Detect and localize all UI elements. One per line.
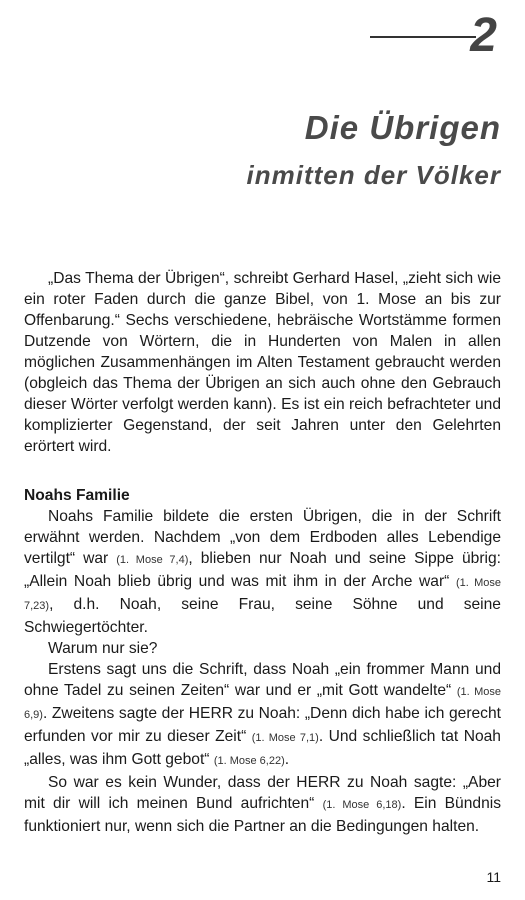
text: So war es kein Wunder, dass der HERR zu Noah sagte: „Aber mit dir will ich meinen Bund aufrichten“ (24, 774, 501, 812)
section-heading: Noahs Familie (24, 487, 130, 504)
text: . (284, 751, 290, 768)
section-body (24, 506, 501, 837)
paragraph-noah-family (24, 506, 501, 638)
bible-reference: (1. Mose 6,18) (322, 799, 402, 811)
bible-reference: (1. Mose 7,1) (251, 732, 319, 744)
paragraph-covenant (24, 772, 501, 837)
text: . Zweitens sagte der HERR zu Noah: „Denn dich habe ich gerecht erfunden vor mir zu dieser Zeit“ (24, 705, 501, 745)
intro-paragraph: „Das Thema der Übrigen“, schreibt Gerhard Hasel, „zieht sich wie ein roter Faden durch die ganze Bibel, von 1. Mose an bis zur Offenbarung.“ Sechs verschiedene, hebräische Wortstämme formen Dutzende von Wörtern, die in Hunderten von Malen in allen möglichen Zusammenhängen im Alten Testament gebraucht werden (obgleich das Thema der Übrigen an sich auch ohne den Gebrauch dieser Wörter verfolgt werden kann). Es ist ein reich befrachteter und komplizierter Gegenstand, der seit Jahren unter den Gelehrten erörtert wird. (24, 270, 501, 455)
paragraph-first-reason (24, 659, 501, 772)
chapter-title-line-2: inmitten der Völker (246, 160, 501, 190)
chapter-number: 2 (470, 9, 497, 62)
text: . Ein Bündnis funktioniert nur, wenn sich die Partner an die Bedingungen halten. (24, 795, 502, 835)
bible-reference: (1. Mose 7,23) (24, 577, 501, 612)
chapter-rule (370, 36, 476, 38)
bible-reference: (1. Mose 7,4) (116, 554, 189, 566)
text: . Und schließlich tat Noah „alles, was ihm Gott gebot“ (24, 728, 501, 768)
bible-reference: (1. Mose 6,9) (24, 686, 501, 721)
paragraph-question: Warum nur sie? (48, 640, 158, 657)
chapter-title-line-1: Die Übrigen (304, 109, 501, 146)
text: , d.h. Noah, seine Frau, seine Söhne und seine Schwiegertöchter. (24, 596, 501, 636)
text: Erstens sagt uns die Schrift, dass Noah „ein frommer Mann und ohne Tadel zu seinen Zeiten“ war und er „mit Gott wandelte“ (24, 661, 501, 699)
bible-reference: (1. Mose 6,22) (213, 755, 285, 767)
page-number: 11 (486, 869, 501, 885)
text: , blieben nur Noah und seine Sippe übrig: „Allein Noah blieb übrig und was mit ihm in der Arche war“ (24, 550, 501, 590)
text: Noahs Familie bildete die ersten Übrigen, die in der Schrift erwähnt werden. Nachdem „von dem Erdboden alles Lebendige vertilgt“ war (24, 508, 501, 567)
